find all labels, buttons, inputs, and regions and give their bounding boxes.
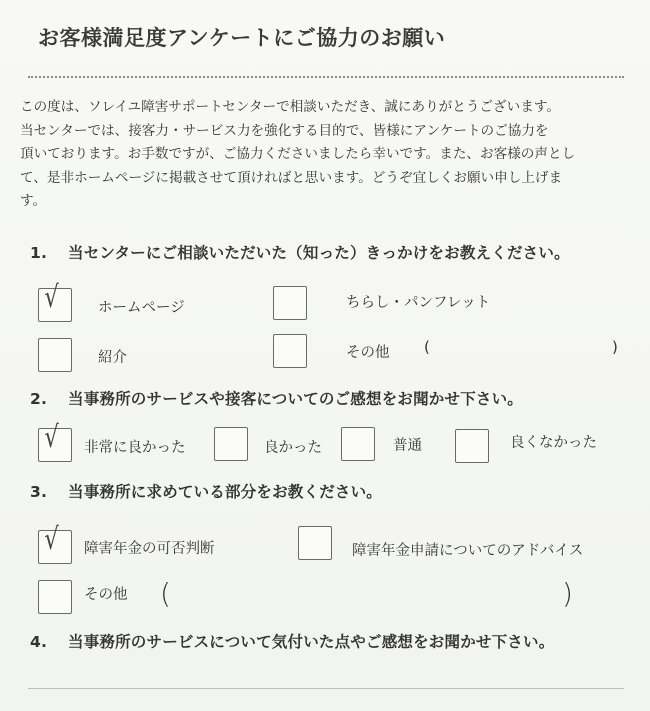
option-label: その他 (84, 587, 128, 603)
option-label: ちらし・パンフレット (346, 295, 491, 311)
checkbox-good[interactable] (214, 427, 248, 461)
intro-line: 頂いております。お手数ですが、ご協力くださいましたら幸いです。また、お客様の声とし (20, 146, 576, 162)
option-label: 良くなかった (510, 435, 597, 451)
checkbox-eligibility[interactable] (38, 522, 72, 564)
question-text: 当事務所のサービスについて気付いた点やご感想をお聞かせ下さい。 (68, 633, 555, 651)
paren-open: ( (424, 338, 430, 356)
question-number: 1. (30, 244, 48, 262)
question-number: 4. (30, 633, 48, 651)
intro-line: て、是非ホームページに掲載させて頂ければと思います。どうぞ宜しくお願い申し上げま (20, 169, 563, 186)
page-title: お客様満足度アンケートにご協力のお願い (38, 26, 446, 50)
check-mark-icon: √ (44, 280, 59, 315)
question-number: 2. (30, 390, 48, 408)
title-divider (28, 76, 624, 78)
paren-open: ( (160, 577, 171, 610)
question-4 (30, 630, 554, 652)
checkbox-referral[interactable] (38, 338, 72, 372)
paren-close: ) (612, 338, 618, 356)
question-2 (30, 387, 523, 409)
check-mark-icon: √ (44, 522, 59, 557)
option-label: 紹介 (98, 350, 127, 366)
checkbox-homepage[interactable] (38, 280, 72, 322)
question-1 (30, 241, 570, 263)
option-label: ホームページ (98, 300, 185, 316)
intro-line: この度は、ソレイユ障害サポートセンターで相談いただき、誠にありがとうございます。 (20, 99, 560, 115)
intro-line: す。 (20, 193, 47, 209)
option-label: その他 (346, 345, 390, 361)
question-text: 当センターにご相談いただいた（知った）きっかけをお教えください。 (68, 244, 570, 262)
checkbox-other-3[interactable] (38, 580, 72, 614)
checkbox-very-good[interactable] (38, 420, 72, 462)
question-text: 当事務所に求めている部分をお教ください。 (68, 483, 383, 501)
checkbox-not-good[interactable] (455, 429, 489, 463)
intro-line: 当センターでは、接客力・サービス力を強化する目的で、皆様にアンケートのご協力を (20, 122, 549, 139)
option-label: 障害年金申請についてのアドバイス (352, 543, 584, 559)
option-label: 障害年金の可否判断 (84, 541, 215, 557)
question-number: 3. (30, 483, 48, 501)
answer-line (28, 688, 624, 689)
check-mark-icon: √ (44, 420, 59, 455)
question-3 (30, 480, 382, 502)
option-label: 良かった (264, 440, 322, 456)
option-label: 普通 (393, 438, 422, 454)
question-text: 当事務所のサービスや接客についてのご感想をお聞かせ下さい。 (68, 390, 523, 408)
checkbox-application-advice[interactable] (298, 526, 332, 560)
checkbox-normal[interactable] (341, 427, 375, 461)
checkbox-flyer[interactable] (273, 286, 307, 320)
intro-text (20, 96, 630, 214)
checkbox-other[interactable] (273, 334, 307, 368)
paren-close: ) (562, 577, 573, 610)
option-label: 非常に良かった (84, 440, 186, 456)
